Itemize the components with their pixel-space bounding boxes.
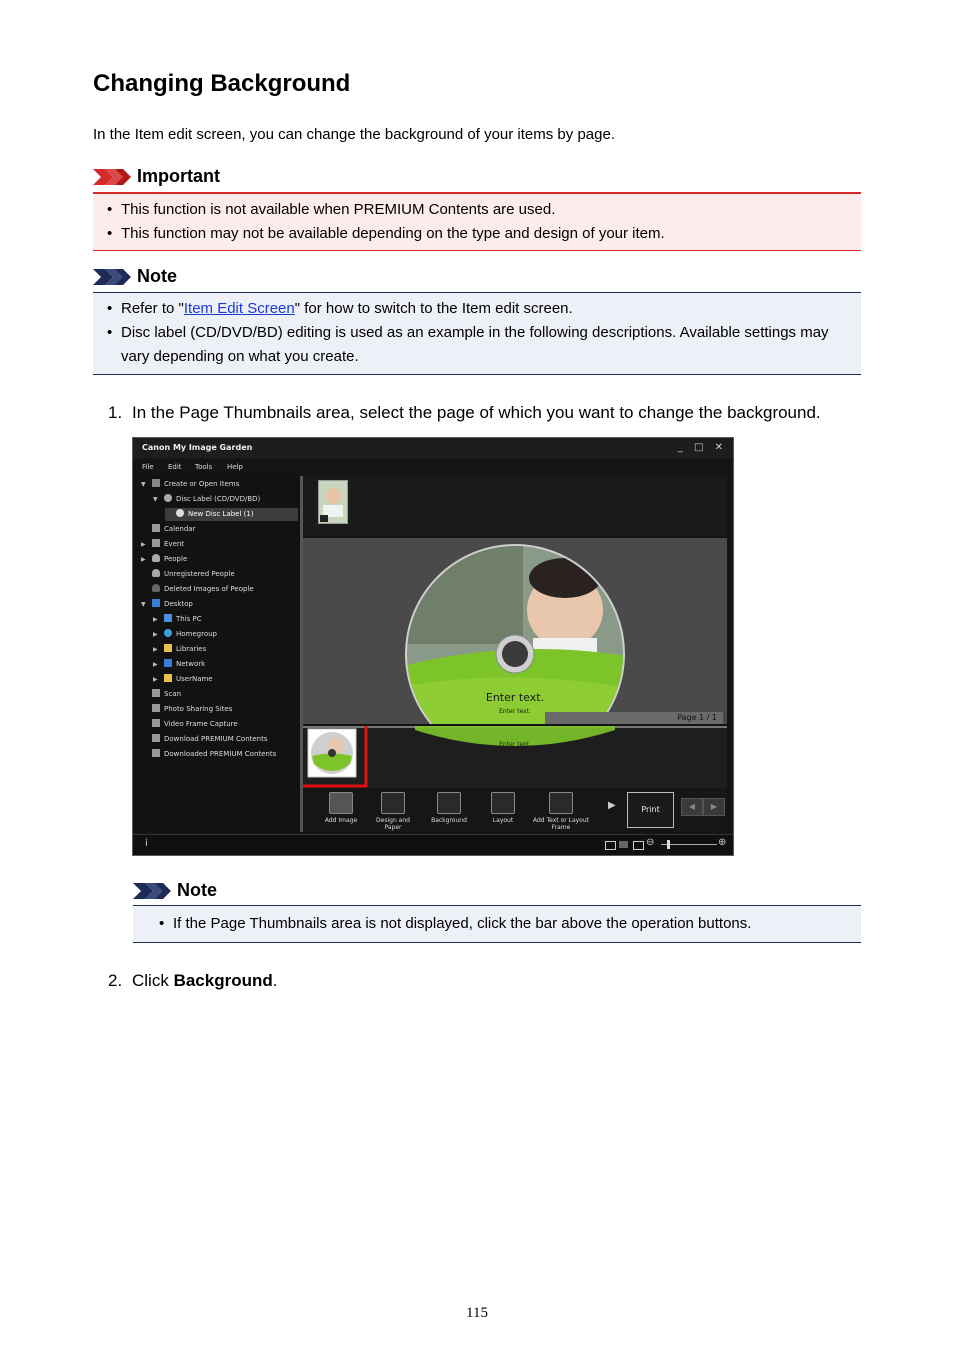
edit-canvas[interactable] xyxy=(303,538,727,724)
design-paper-icon xyxy=(381,792,405,814)
app-screenshot xyxy=(132,437,734,856)
important-heading xyxy=(93,166,220,187)
desktop-icon xyxy=(152,599,160,607)
scan-icon xyxy=(152,689,160,697)
important-label: Important xyxy=(137,166,220,186)
disc-text-sub: Enter text. xyxy=(499,708,531,715)
add-text-layout-frame-button[interactable]: Add Text or Layout Frame xyxy=(533,788,589,831)
add-image-button[interactable]: Add Image xyxy=(321,788,361,824)
note-heading xyxy=(93,266,177,287)
calendar-icon xyxy=(152,524,160,532)
step-number: 1. xyxy=(108,403,123,422)
page-indicator: Page 1 / 1 xyxy=(545,712,723,724)
homegroup-icon xyxy=(164,629,172,637)
info-icon[interactable]: i xyxy=(145,838,148,849)
folder-icon xyxy=(164,644,172,652)
note-heading-2 xyxy=(133,880,217,901)
add-text-icon xyxy=(549,792,573,814)
person-icon xyxy=(152,554,160,562)
tree-item-scan[interactable]: Scan xyxy=(141,688,181,701)
disc-text-main: Enter text. xyxy=(485,691,545,704)
download-icon xyxy=(152,734,160,742)
item-thumbnail-area xyxy=(303,476,727,536)
thumb-disc-text: Enter text. xyxy=(499,741,531,748)
tree-item-photo-sharing[interactable]: Photo Sharing Sites xyxy=(141,703,232,716)
design-paper-button[interactable]: Design and Paper xyxy=(371,788,415,831)
prev-page-icon[interactable]: ◀ xyxy=(681,798,703,816)
note-item: • Refer to "Item Edit Screen" for how to switch to the Item edit screen. xyxy=(93,297,861,321)
disc-icon xyxy=(176,509,184,517)
window-titlebar xyxy=(133,438,733,458)
disc-label-preview xyxy=(303,538,727,724)
important-arrows-icon xyxy=(93,169,131,185)
page-title: Changing Background xyxy=(93,70,351,97)
person-icon xyxy=(152,584,160,592)
sidebar-tree xyxy=(133,476,303,832)
note-item: • Disc label (CD/DVD/BD) editing is used as an example in the following descriptions. Available settings may vary depending on what you create. xyxy=(93,321,861,369)
tree-item-network[interactable]: ▶ Network xyxy=(153,660,206,668)
status-bar xyxy=(133,834,733,856)
note-item: • If the Page Thumbnails area is not displayed, click the bar above the operation buttons. xyxy=(133,912,861,936)
menu-file[interactable]: File xyxy=(142,463,154,471)
window-controls[interactable]: _ □ ✕ xyxy=(677,442,727,453)
view-mode-icon[interactable] xyxy=(619,841,628,848)
tree-item-calendar[interactable]: Calendar xyxy=(141,523,195,536)
add-image-icon xyxy=(329,792,353,814)
toolbar-more-chevron-icon[interactable]: ▶ xyxy=(608,800,616,811)
menu-tools[interactable]: Tools xyxy=(195,463,213,471)
folder-icon xyxy=(164,674,172,682)
tree-item-disc-label[interactable]: ▼ Disc Label (CD/DVD/BD) xyxy=(153,495,261,503)
important-box xyxy=(93,192,861,251)
film-icon xyxy=(152,719,160,727)
print-button[interactable]: Print xyxy=(627,792,674,828)
tree-item-people[interactable]: ▶ People xyxy=(141,555,188,563)
tree-item-username[interactable]: ▶ UserName xyxy=(153,675,213,683)
fit-view-icon[interactable] xyxy=(633,841,644,850)
page-number: 115 xyxy=(466,1305,488,1321)
important-item: • This function may not be available depending on the type and design of your item. xyxy=(93,222,861,246)
create-icon xyxy=(152,479,160,487)
background-emphasis: Background xyxy=(173,971,273,990)
folder-icon xyxy=(152,749,160,757)
tree-item-desktop[interactable]: ▼ Desktop xyxy=(141,600,193,608)
photo-thumbnail-icon xyxy=(319,481,347,523)
note-label: Note xyxy=(177,880,217,900)
note-label: Note xyxy=(137,266,177,286)
background-button[interactable]: Background xyxy=(427,788,471,824)
tree-item-this-pc[interactable]: ▶ This PC xyxy=(153,615,202,623)
network-icon xyxy=(164,659,172,667)
tree-item-event[interactable]: ▶ Event xyxy=(141,540,185,548)
zoom-out-icon[interactable]: ⊖ xyxy=(646,837,655,848)
disc-icon xyxy=(164,494,172,502)
tree-item-downloaded-premium[interactable]: Downloaded PREMIUM Contents xyxy=(141,748,276,761)
step-text: Click Background. xyxy=(132,971,278,990)
note-box xyxy=(93,292,861,375)
menu-edit[interactable]: Edit xyxy=(168,463,182,471)
item-edit-screen-link[interactable]: Item Edit Screen xyxy=(183,300,295,317)
tree-item-video-frame[interactable]: Video Frame Capture xyxy=(141,718,238,731)
tree-item-libraries[interactable]: ▶ Libraries xyxy=(153,645,207,653)
tree-item-deleted-images[interactable]: Deleted Images of People xyxy=(141,583,254,596)
thumbnails-svg xyxy=(303,726,727,788)
tree-item-download-premium[interactable]: Download PREMIUM Contents xyxy=(141,733,268,746)
step-number: 2. xyxy=(108,971,123,990)
item-thumbnail[interactable] xyxy=(318,480,348,524)
note-arrows-icon xyxy=(93,269,131,285)
important-item: • This function is not available when PREMIUM Contents are used. xyxy=(93,198,861,222)
intro-text: In the Item edit screen, you can change the background of your items by page. xyxy=(93,126,615,143)
tree-item-new-disc-label[interactable]: New Disc Label (1) xyxy=(165,508,298,521)
photo-sharing-icon xyxy=(152,704,160,712)
menu-help[interactable]: Help xyxy=(227,463,243,471)
zoom-in-icon[interactable]: ⊕ xyxy=(718,837,727,848)
window-title: Canon My Image Garden xyxy=(142,443,253,452)
zoom-slider-handle[interactable] xyxy=(667,840,670,849)
next-page-icon[interactable]: ▶ xyxy=(703,798,725,816)
layout-button[interactable]: Layout xyxy=(483,788,523,824)
event-icon xyxy=(152,539,160,547)
tree-item-create[interactable]: ▼ Create or Open Items xyxy=(141,480,240,488)
layout-icon xyxy=(491,792,515,814)
computer-icon xyxy=(164,614,172,622)
tree-item-homegroup[interactable]: ▶ Homegroup xyxy=(153,630,218,638)
background-icon xyxy=(437,792,461,814)
tree-item-unregistered-people[interactable]: Unregistered People xyxy=(141,568,235,581)
person-icon xyxy=(152,569,160,577)
note-box-2 xyxy=(133,905,861,943)
view-mode-icon[interactable] xyxy=(605,841,616,850)
note-arrows-icon xyxy=(133,883,171,899)
step-text: In the Page Thumbnails area, select the page of which you want to change the background. xyxy=(132,403,821,422)
page-thumbnails-area[interactable] xyxy=(303,726,727,788)
